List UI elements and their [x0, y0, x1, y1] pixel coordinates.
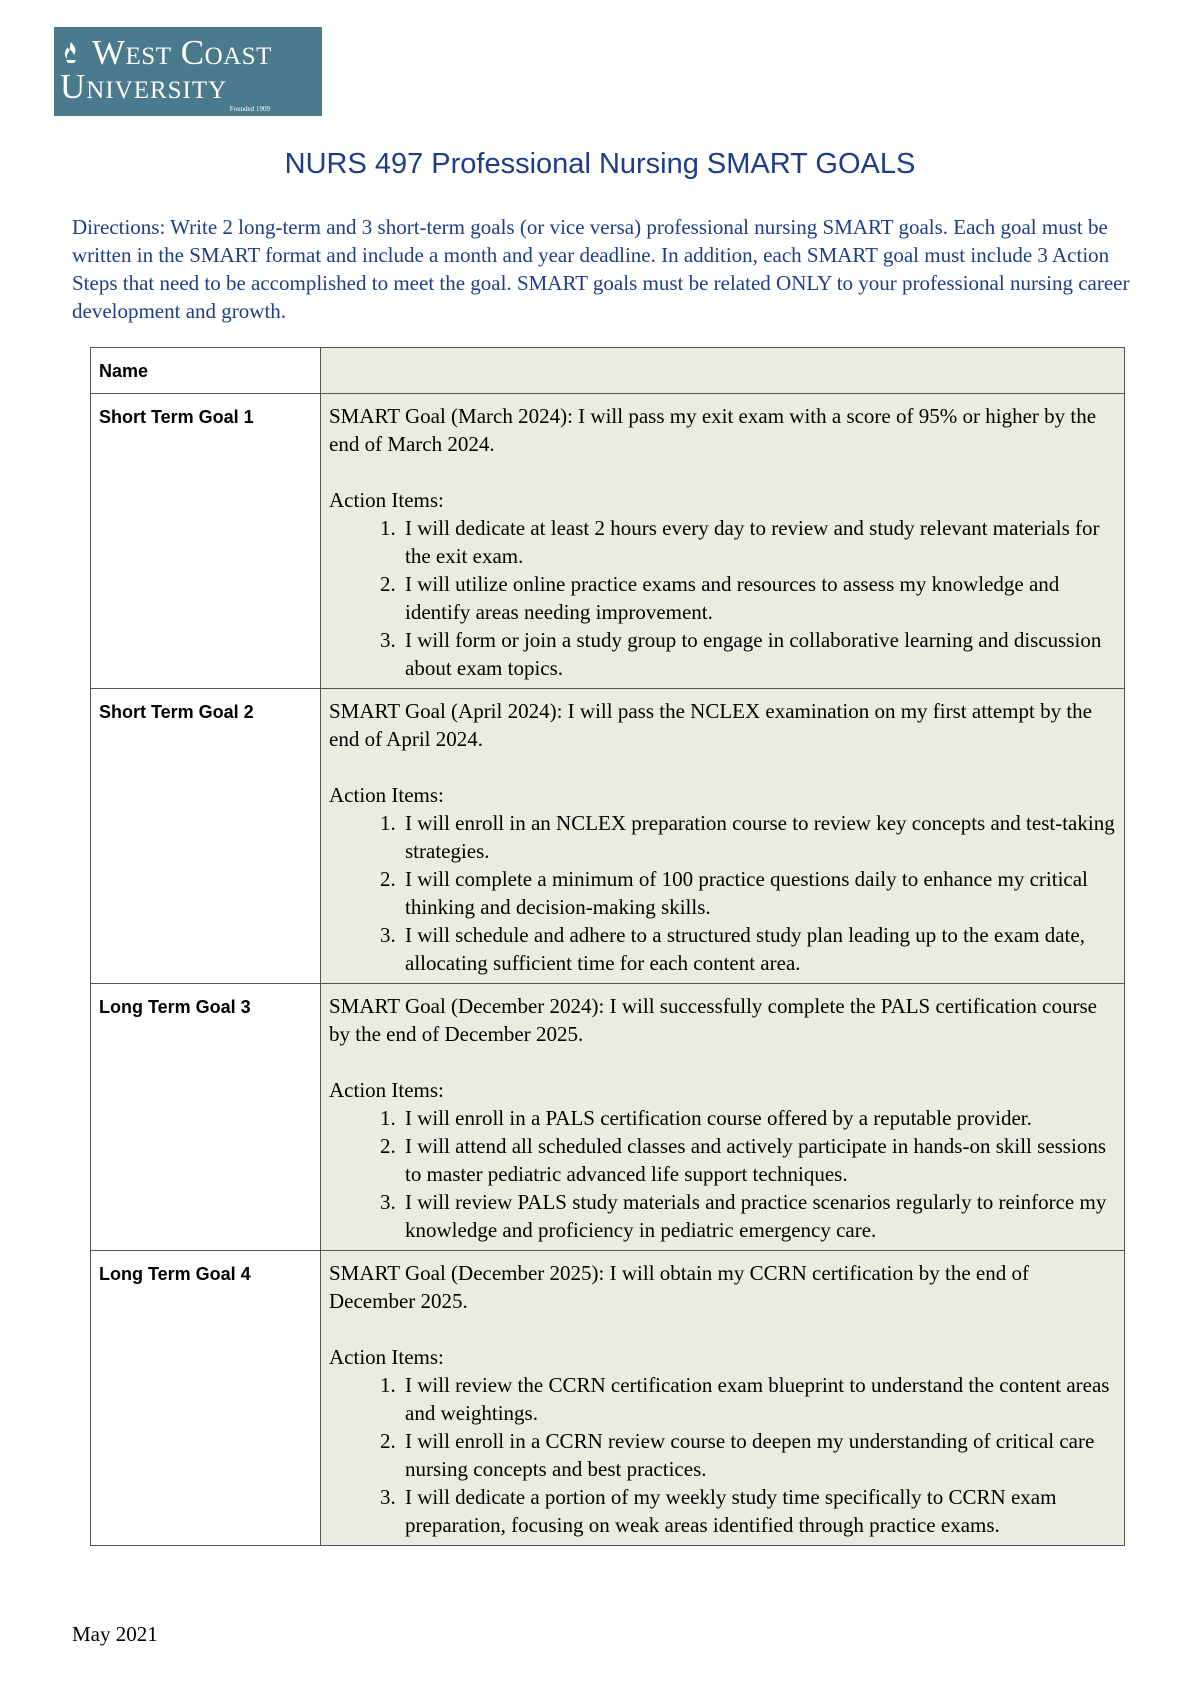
- action-item: 2. I will complete a minimum of 100 practice questions daily to enhance my critical thinking and decision-making skills.: [401, 865, 1118, 921]
- action-item: 3. I will dedicate a portion of my weekly study time specifically to CCRN exam preparation, focusing on weak areas identified through practice exams.: [401, 1483, 1118, 1539]
- goal-row: [91, 984, 1125, 1251]
- name-value: [321, 348, 1125, 394]
- logo-founded: Founded 1909: [229, 105, 270, 113]
- name-label: Name: [91, 348, 321, 394]
- action-item: 1. I will review the CCRN certification exam blueprint to understand the content areas and weightings.: [401, 1371, 1118, 1427]
- action-item: 1. I will enroll in an NCLEX preparation course to review key concepts and test-taking strategies.: [401, 809, 1118, 865]
- action-item: 1. I will enroll in a PALS certification course offered by a reputable provider.: [401, 1104, 1118, 1132]
- goal-content: [321, 394, 1125, 689]
- goal-statement: SMART Goal (March 2024): I will pass my exit exam with a score of 95% or higher by the end of March 2024.: [329, 404, 1097, 456]
- logo-line2: University: [60, 67, 228, 106]
- action-list: [329, 809, 1118, 977]
- goal-row: [91, 394, 1125, 689]
- university-logo: [54, 27, 322, 116]
- action-item: 2. I will attend all scheduled classes and actively participate in hands-on skill sessions to master pediatric advanced life support techniques.: [401, 1132, 1118, 1188]
- action-item: 3. I will review PALS study materials and practice scenarios regularly to reinforce my knowledge and proficiency in pediatric emergency care.: [401, 1188, 1118, 1244]
- page-title: NURS 497 Professional Nursing SMART GOALS: [284, 148, 916, 180]
- action-item: 2. I will enroll in a CCRN review course to deepen my understanding of critical care nursing concepts and best practices.: [401, 1427, 1118, 1483]
- action-heading: Action Items:: [329, 783, 444, 807]
- action-list: [329, 514, 1118, 682]
- action-item: 1. I will dedicate at least 2 hours every day to review and study relevant materials for the exit exam.: [401, 514, 1118, 570]
- action-list: [329, 1371, 1118, 1539]
- goal-statement: SMART Goal (December 2025): I will obtain my CCRN certification by the end of December 2025.: [329, 1261, 1029, 1313]
- footer-date: May 2021: [72, 1622, 158, 1646]
- logo-line1: West Coast: [92, 33, 272, 72]
- goal-label: Short Term Goal 1: [91, 394, 321, 689]
- action-item: 2. I will utilize online practice exams and resources to assess my knowledge and identify areas needing improvement.: [401, 570, 1118, 626]
- goal-statement: SMART Goal (April 2024): I will pass the NCLEX examination on my first attempt by the end of April 2024.: [329, 699, 1093, 751]
- goal-statement: SMART Goal (December 2024): I will successfully complete the PALS certification course by the end of December 2025.: [329, 994, 1097, 1046]
- action-heading: Action Items:: [329, 1345, 444, 1369]
- goal-label: Long Term Goal 4: [91, 1251, 321, 1546]
- goal-label: Long Term Goal 3: [91, 984, 321, 1251]
- goal-content: [321, 689, 1125, 984]
- goal-row: [91, 689, 1125, 984]
- goal-label: Short Term Goal 2: [91, 689, 321, 984]
- goal-content: [321, 984, 1125, 1251]
- action-heading: Action Items:: [329, 488, 444, 512]
- action-heading: Action Items:: [329, 1078, 444, 1102]
- action-item: 3. I will form or join a study group to engage in collaborative learning and discussion about exam topics.: [401, 626, 1118, 682]
- goal-content: [321, 1251, 1125, 1546]
- goal-row: [91, 1251, 1125, 1546]
- goals-table: [90, 347, 1125, 1546]
- action-list: [329, 1104, 1118, 1244]
- action-item: 3. I will schedule and adhere to a structured study plan leading up to the exam date, allocating sufficient time for each content area.: [401, 921, 1118, 977]
- directions-text: Directions: Write 2 long-term and 3 short-term goals (or vice versa) professional nursing SMART goals. Each goal must be written in the SMART format and include a month and year deadline. In addition, each SMART goal must include 3 Action Steps that need to be accomplished to meet the goal. SMART goals must be related ONLY to your professional nursing career development and growth.: [72, 215, 1130, 323]
- name-row: [91, 348, 1125, 394]
